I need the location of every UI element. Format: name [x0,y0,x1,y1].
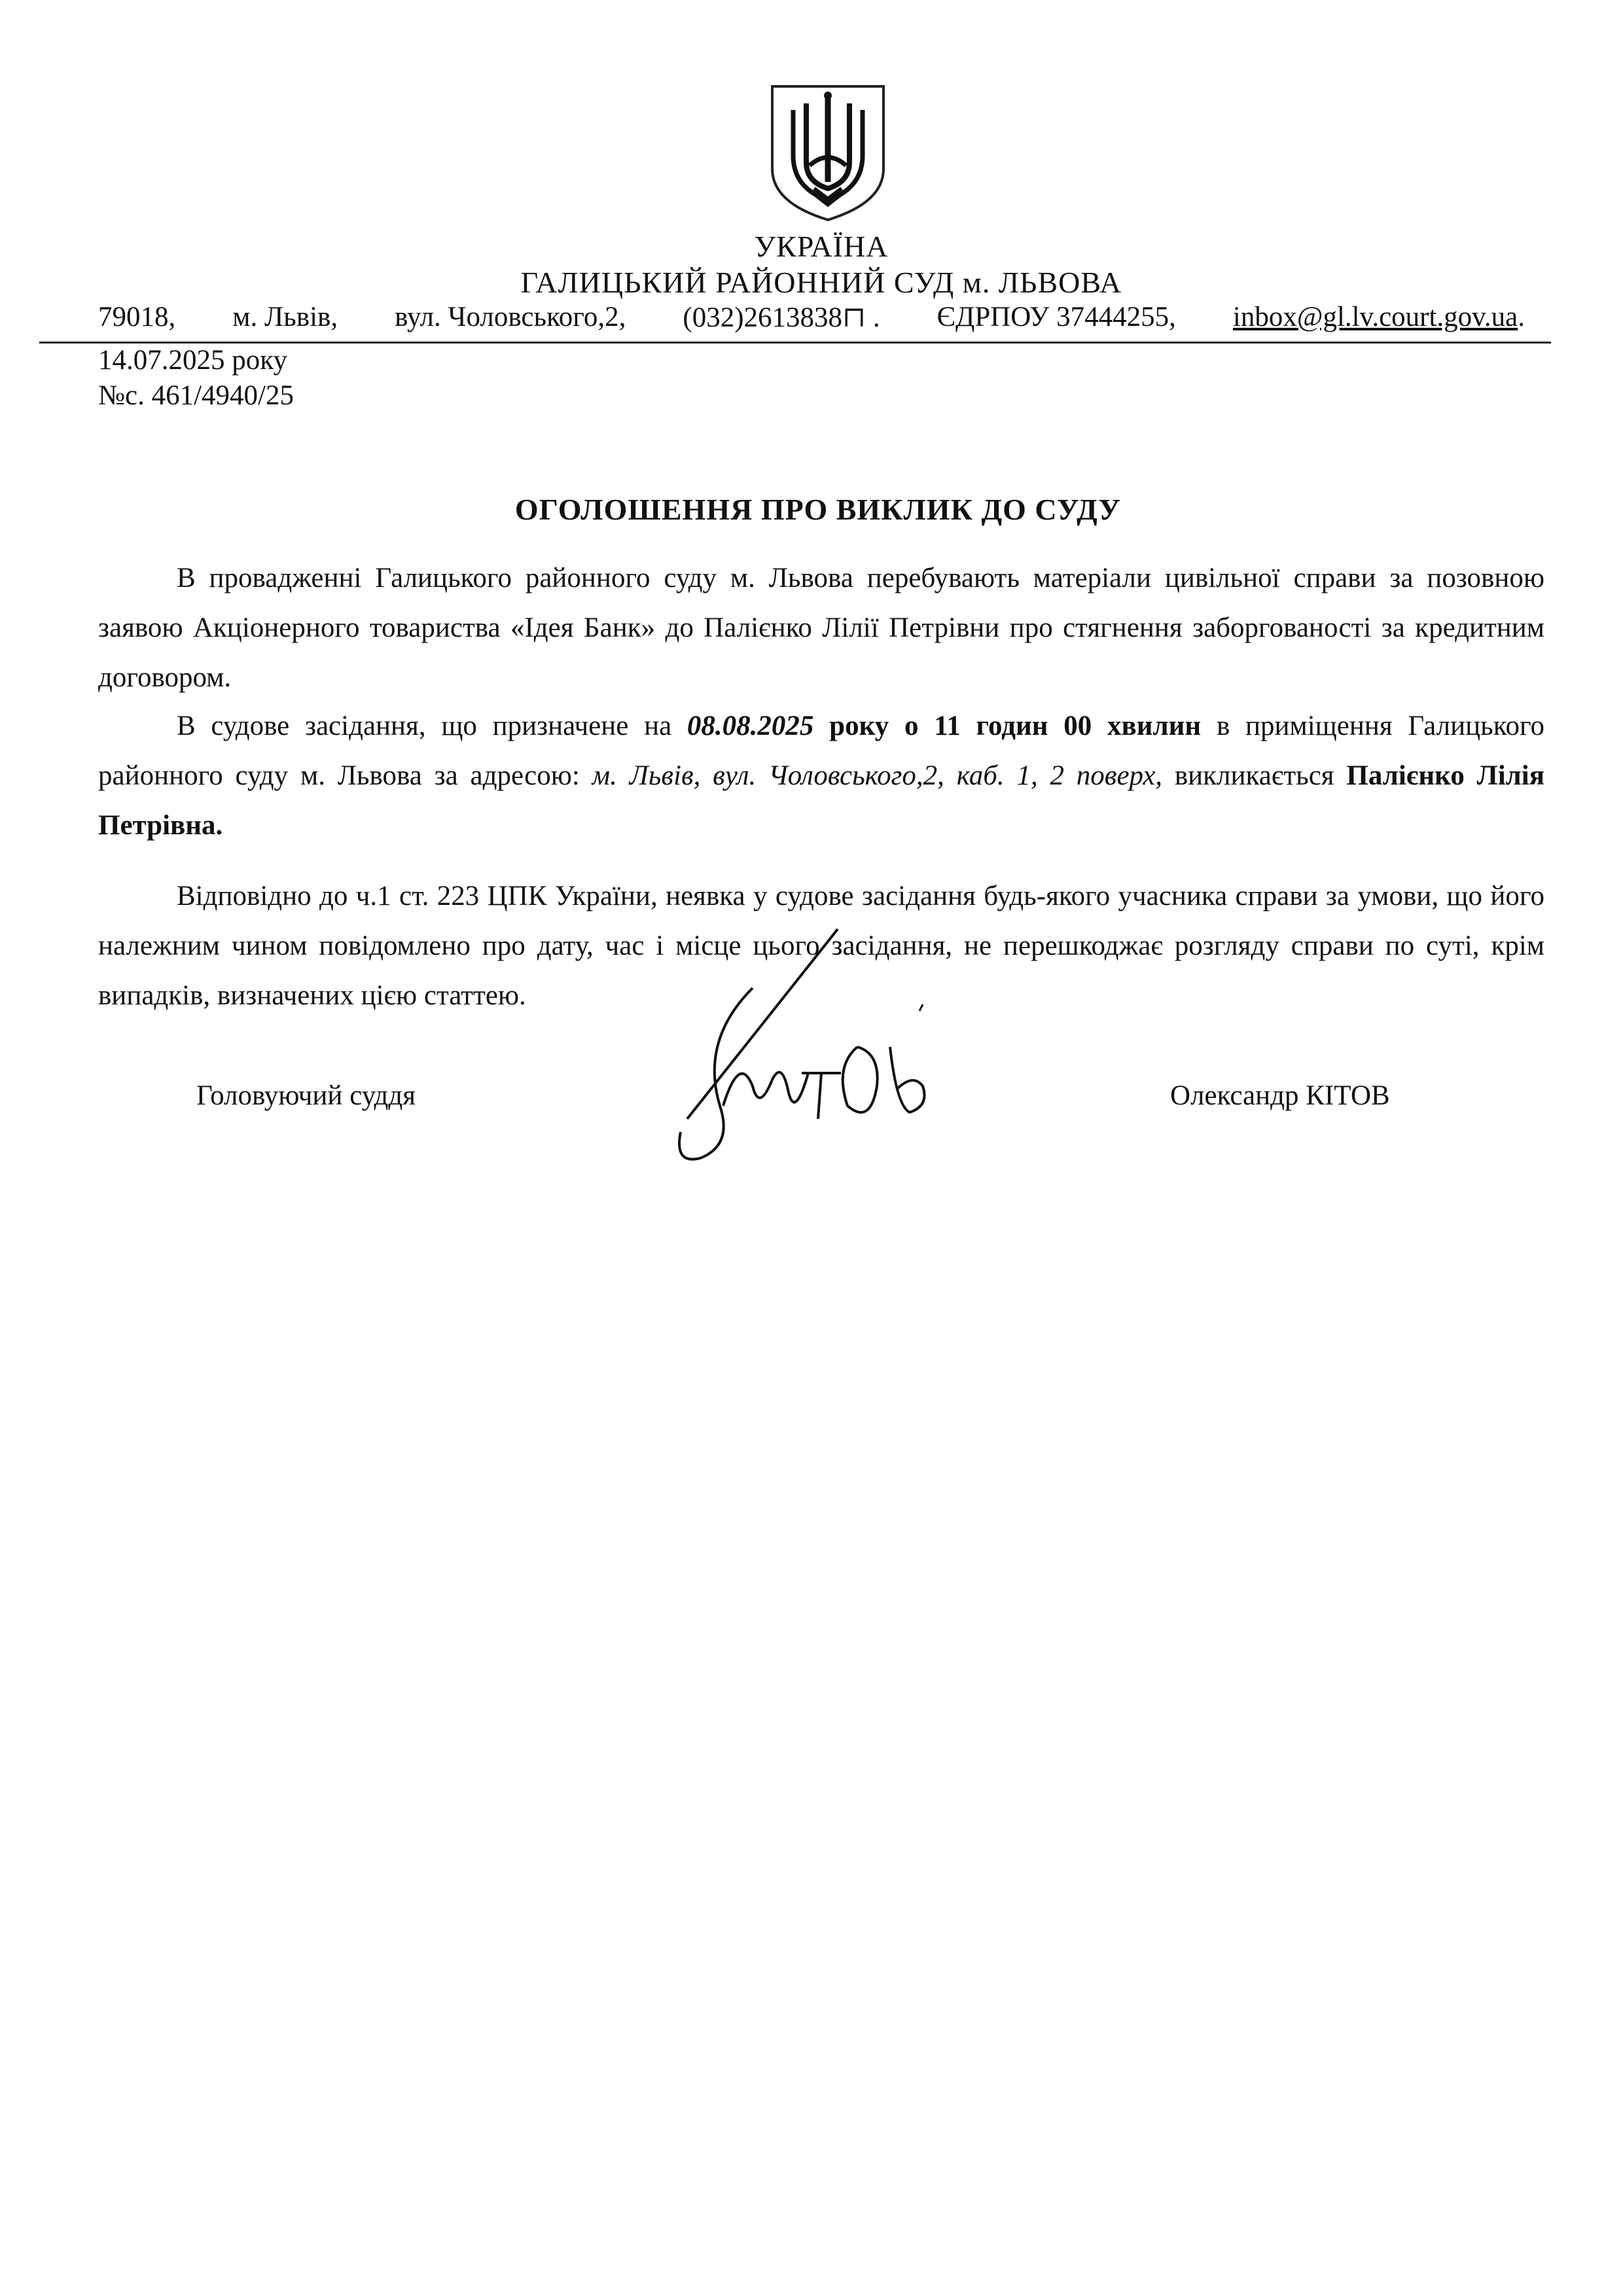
court-address-line [98,301,1525,334]
summons-verb: викликається [1162,760,1347,791]
header-divider [39,342,1551,344]
email-block [1233,301,1525,334]
case-number: №с. 461/4940/25 [98,380,294,411]
paragraph-summons [98,701,1544,851]
document-title: ОГОЛОШЕННЯ ПРО ВИКЛИК ДО СУДУ [514,493,1122,526]
signatory-name: Олександр КІТОВ [1170,1080,1390,1111]
summons-intro: В судове засідання, що призначене на [177,711,687,741]
edrpou-code: ЄДРПОУ 37444255, [936,302,1176,332]
phone: (032)2613838⊓ . [683,302,880,333]
postal-code: 79018, [98,302,176,332]
handwritten-signature [661,910,969,1184]
email-link[interactable]: inbox@gl.lv.court.gov.ua [1232,302,1518,332]
hearing-time: року о 11 годин 00 хвилин [813,711,1202,741]
paragraph-legal-note: Відповідно до ч.1 ст. 223 ЦПК України, неявка у судове засідання будь-якого учасника справи за умови, що його належним чином повідомлено про дату, час і місце цього засідання, не перешкоджає розгляду справи по суті, крім випадків, визначених цією статтею. [98,881,1544,1011]
email-suffix: . [1518,302,1525,332]
street: вул. Чоловського,2, [395,302,626,332]
document-date: 14.07.2025 року [98,345,288,376]
hearing-address: м. Львів, вул. Чоловського,2, каб. 1, 2 поверх, [592,760,1163,791]
summoned-person: Палієнко Лілія Петрівна. [98,760,1544,841]
country-name: УКРАЇНА [754,230,889,263]
court-name: ГАЛИЦЬКИЙ РАЙОННИЙ СУД м. ЛЬВОВА [520,266,1122,299]
hearing-date: 08.08.2025 [687,711,814,741]
city: м. Львів, [232,302,338,332]
summons-middle: в приміщення Галицького районного суду м. Львова за адресою: [98,711,1545,791]
trident-emblem-icon [767,84,889,222]
paragraph-proceedings: В провадженні Галицького районного суду м. Львова перебувають матеріали цивільної справи за позовною заявою Акціонерного товариства «Ідея Банк» до Палієнко Лілії Петрівни про стягнення заборгованості за кредитним договором. [98,563,1544,693]
signatory-role: Головуючий суддя [196,1080,416,1111]
